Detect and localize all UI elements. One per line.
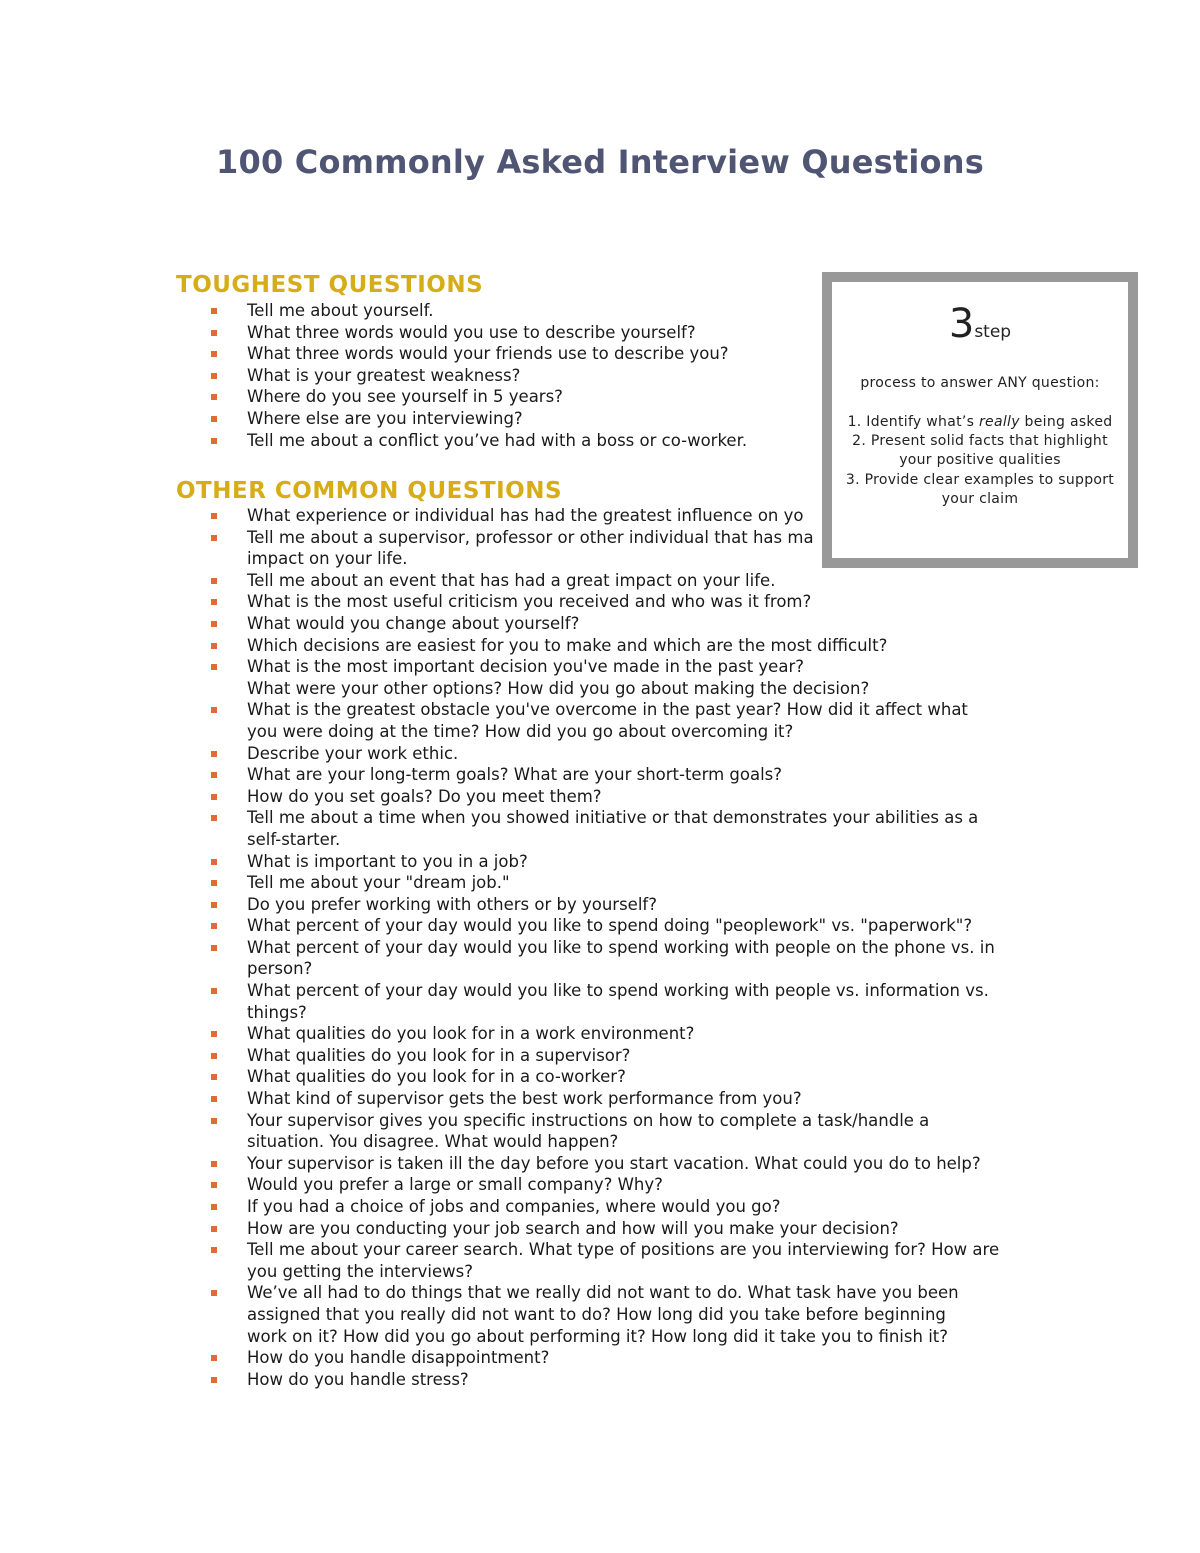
square-bullet-icon	[211, 772, 217, 778]
callout-step-1	[842, 413, 1118, 432]
question-item	[210, 786, 1050, 808]
question-text: Describe your work ethic.	[247, 743, 459, 763]
callout-step-1-emphasis: really	[978, 414, 1020, 430]
question-text: How are you conducting your job search and how will you make your decision?	[247, 1218, 899, 1238]
question-text: Tell me about a conflict you’ve had with a boss or co-worker.	[247, 430, 748, 450]
square-bullet-icon	[211, 643, 217, 649]
question-text: We’ve all had to do things that we really did not want to do. What task have you been assigned that you really did not want to do? How long did you take before beginning work on it? How did you go about performing it? How long did it take you to finish it?	[247, 1283, 959, 1346]
square-bullet-icon	[211, 707, 217, 713]
question-item	[210, 1218, 1050, 1240]
question-text: Your supervisor is taken ill the day before you start vacation. What could you do to help?	[247, 1153, 981, 1173]
question-text: What is the most important decision you've made in the past year? What were your other options? How did you go about making the decision?	[247, 657, 870, 698]
question-item	[210, 937, 1050, 980]
question-text: Which decisions are easiest for you to make and which are the most difficult?	[247, 635, 888, 655]
square-bullet-icon	[211, 1182, 217, 1188]
square-bullet-icon	[211, 513, 217, 519]
square-bullet-icon	[211, 416, 217, 422]
question-text: What are your long-term goals? What are your short-term goals?	[247, 765, 783, 785]
square-bullet-icon	[211, 664, 217, 670]
question-text: How do you handle stress?	[247, 1369, 469, 1389]
square-bullet-icon	[211, 902, 217, 908]
question-item	[210, 872, 1050, 894]
square-bullet-icon	[211, 621, 217, 627]
question-text: What qualities do you look for in a co-worker?	[247, 1067, 626, 1087]
question-text: Where else are you interviewing?	[247, 408, 523, 428]
page-title: 100 Commonly Asked Interview Questions	[216, 143, 984, 181]
square-bullet-icon	[211, 351, 217, 357]
question-item	[210, 1347, 1050, 1369]
square-bullet-icon	[211, 1074, 217, 1080]
question-item	[210, 1088, 1050, 1110]
question-text: What percent of your day would you like to spend doing "peoplework" vs. "paperwork"?	[247, 916, 973, 936]
callout-step-number: 3	[948, 301, 975, 347]
square-bullet-icon	[211, 859, 217, 865]
question-text: What percent of your day would you like to spend working with people on the phone vs. in person?	[247, 937, 995, 979]
question-item	[210, 1045, 1050, 1067]
question-item	[210, 851, 1050, 873]
question-item	[210, 894, 1050, 916]
question-item	[210, 743, 1050, 765]
other-questions-heading: OTHER COMMON QUESTIONS	[176, 478, 563, 504]
callout-heading	[832, 301, 1128, 347]
square-bullet-icon	[211, 945, 217, 951]
callout-step-1-text: 1. Identify what’s	[847, 414, 979, 430]
square-bullet-icon	[211, 794, 217, 800]
question-item	[210, 915, 1050, 937]
square-bullet-icon	[211, 1226, 217, 1232]
question-text: Tell me about an event that has had a great impact on your life.	[247, 570, 776, 590]
square-bullet-icon	[211, 1355, 217, 1361]
question-item	[210, 613, 1050, 635]
question-text: Tell me about your "dream job."	[247, 873, 510, 893]
question-item	[210, 1174, 1050, 1196]
question-item	[210, 807, 1050, 850]
question-item	[210, 1023, 1050, 1045]
callout-steps	[842, 413, 1118, 509]
question-text: What would you change about yourself?	[247, 613, 580, 633]
square-bullet-icon	[211, 1204, 217, 1210]
square-bullet-icon	[211, 923, 217, 929]
square-bullet-icon	[211, 1290, 217, 1296]
square-bullet-icon	[211, 880, 217, 886]
square-bullet-icon	[211, 438, 217, 444]
question-item	[210, 1369, 1050, 1391]
callout-step-word: step	[974, 322, 1012, 342]
square-bullet-icon	[211, 1031, 217, 1037]
square-bullet-icon	[211, 1118, 217, 1124]
square-bullet-icon	[211, 751, 217, 757]
square-bullet-icon	[211, 578, 217, 584]
question-text: Tell me about yourself.	[247, 301, 434, 320]
square-bullet-icon	[211, 1377, 217, 1383]
question-item	[210, 764, 1050, 786]
other-questions-list	[210, 505, 1050, 1390]
question-item	[210, 1282, 1050, 1347]
square-bullet-icon	[211, 1096, 217, 1102]
question-text: Your supervisor gives you specific instructions on how to complete a task/handle a situation. You disagree. What would happen?	[247, 1110, 930, 1152]
callout-step-1-text-end: being asked	[1019, 414, 1113, 430]
question-item	[210, 635, 1050, 657]
question-text: If you had a choice of jobs and companies, where would you go?	[247, 1197, 781, 1216]
square-bullet-icon	[211, 535, 217, 541]
callout-step-3: 3. Provide clear examples to support your claim	[845, 471, 1115, 507]
question-text: What three words would you use to describe yourself?	[247, 322, 696, 342]
square-bullet-icon	[211, 815, 217, 821]
question-item	[210, 591, 1050, 613]
question-text: Do you prefer working with others or by yourself?	[247, 894, 657, 914]
question-item	[210, 1239, 1050, 1282]
question-item	[210, 699, 1050, 742]
question-text: What three words would your friends use to describe you?	[247, 344, 729, 364]
question-text: What is your greatest weakness?	[247, 365, 521, 385]
question-item	[210, 980, 1050, 1023]
question-text: Would you prefer a large or small company? Why?	[247, 1175, 663, 1195]
question-text: How do you handle disappointment?	[247, 1348, 550, 1368]
square-bullet-icon	[211, 599, 217, 605]
question-item	[210, 1110, 1050, 1153]
question-text: How do you set goals? Do you meet them?	[247, 786, 602, 806]
callout-step-2: 2. Present solid facts that highlight your positive qualities	[852, 433, 1108, 469]
square-bullet-icon	[211, 373, 217, 379]
square-bullet-icon	[211, 330, 217, 336]
question-text: What is the most useful criticism you received and who was it from?	[247, 592, 812, 612]
callout-intro: process to answer ANY question:	[860, 375, 1100, 391]
question-text: What qualities do you look for in a supervisor?	[247, 1045, 631, 1065]
three-step-callout-box	[822, 272, 1138, 568]
question-item	[210, 1066, 1050, 1088]
square-bullet-icon	[211, 1161, 217, 1167]
square-bullet-icon	[211, 988, 217, 994]
square-bullet-icon	[211, 1053, 217, 1059]
question-text: What kind of supervisor gets the best work performance from you?	[247, 1089, 802, 1109]
question-text: Tell me about your career search. What type of positions are you interviewing for? How are you getting the interviews?	[247, 1240, 1000, 1281]
question-text: What is the greatest obstacle you've overcome in the past year? How did it affect what you were doing at the time? How did you go about overcoming it?	[247, 700, 968, 741]
question-item	[210, 1196, 1050, 1218]
question-item	[210, 570, 1050, 592]
question-text: Where do you see yourself in 5 years?	[247, 387, 563, 407]
question-text: What qualities do you look for in a work environment?	[247, 1024, 695, 1044]
square-bullet-icon	[211, 308, 217, 314]
question-text: What experience or individual has had the greatest influence on yo	[247, 506, 804, 525]
question-item	[210, 656, 1050, 699]
square-bullet-icon	[211, 1247, 217, 1253]
question-item	[210, 1153, 1050, 1175]
question-text: What is important to you in a job?	[247, 851, 528, 871]
toughest-questions-heading: TOUGHEST QUESTIONS	[176, 272, 484, 298]
question-text: Tell me about a time when you showed initiative or that demonstrates your abilities as a self-starter.	[247, 808, 979, 849]
question-text: What percent of your day would you like to spend working with people vs. information vs. things?	[247, 981, 989, 1022]
question-text: Tell me about a supervisor, professor or other individual that has ma impact on your life.	[247, 527, 814, 569]
square-bullet-icon	[211, 394, 217, 400]
